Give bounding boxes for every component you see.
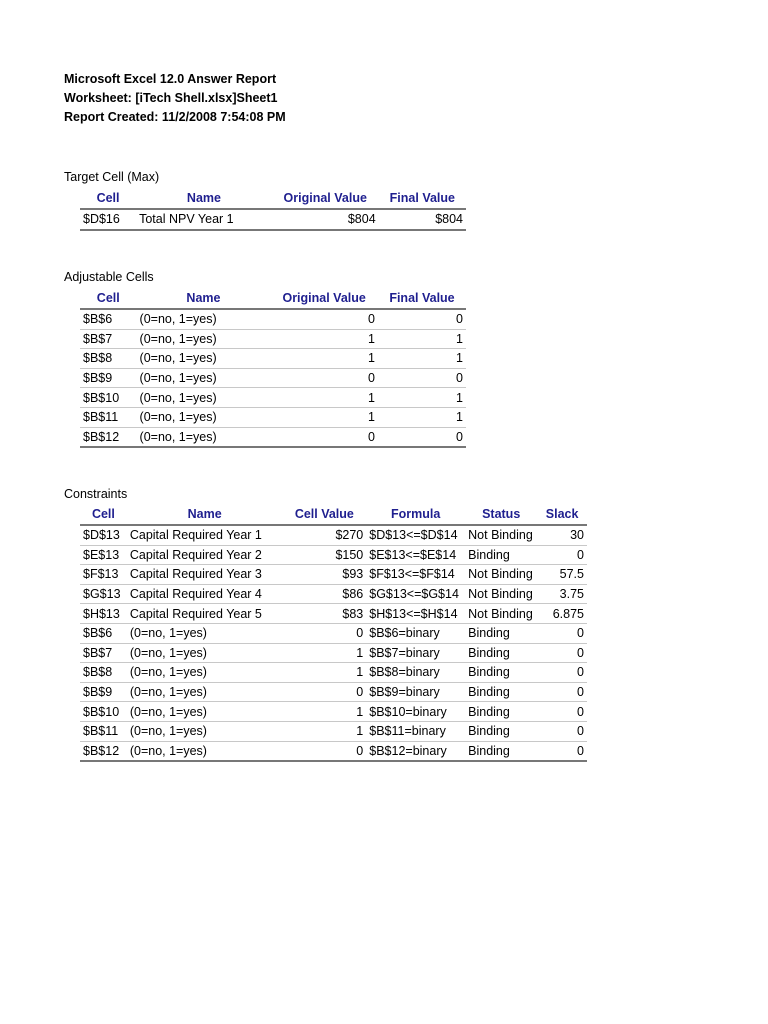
table-cell: 1 [270, 407, 378, 427]
table-cell: (0=no, 1=yes) [127, 663, 283, 683]
table-cell: $B$11 [80, 721, 127, 741]
table-cell: $B$10 [80, 388, 137, 408]
table-row [80, 741, 587, 761]
table-cell: 0 [270, 368, 378, 388]
table-cell: $B$6=binary [366, 623, 465, 643]
table-cell: Binding [465, 702, 537, 722]
adjustable-cells-section-title: Adjustable Cells [64, 270, 154, 284]
table-cell: $F$13 [80, 565, 127, 585]
table-row [80, 427, 466, 447]
table-cell: 0 [537, 623, 587, 643]
table-cell: 1 [378, 407, 466, 427]
table-cell: Binding [465, 545, 537, 565]
column-header: Cell [80, 287, 137, 309]
table-cell: $150 [282, 545, 366, 565]
column-header: Slack [537, 503, 587, 525]
table-row [80, 407, 466, 427]
table-cell: 0 [537, 682, 587, 702]
table-cell: 1 [270, 349, 378, 369]
table-cell: 0 [378, 427, 466, 447]
table-row [80, 604, 587, 624]
table-cell: $804 [379, 209, 466, 230]
table-row [80, 329, 466, 349]
table-row [80, 349, 466, 369]
table-cell: 0 [537, 545, 587, 565]
table-cell: (0=no, 1=yes) [137, 329, 271, 349]
table-cell: 0 [282, 682, 366, 702]
table-cell: 1 [378, 329, 466, 349]
table-cell: (0=no, 1=yes) [137, 368, 271, 388]
table-cell: Total NPV Year 1 [136, 209, 272, 230]
table-cell: 0 [270, 309, 378, 329]
table-cell: $B$9 [80, 682, 127, 702]
table-cell: Capital Required Year 4 [127, 584, 283, 604]
column-header: Cell [80, 503, 127, 525]
table-row [80, 388, 466, 408]
table-cell: 0 [537, 663, 587, 683]
table-row [80, 682, 587, 702]
column-header: Formula [366, 503, 465, 525]
table-cell: (0=no, 1=yes) [127, 682, 283, 702]
table-cell: 1 [282, 643, 366, 663]
table-cell: 0 [282, 623, 366, 643]
table-cell: Capital Required Year 2 [127, 545, 283, 565]
table-cell: $B$7=binary [366, 643, 465, 663]
column-header: Status [465, 503, 537, 525]
worksheet-label: Worksheet: [iTech Shell.xlsx]Sheet1 [64, 91, 278, 105]
table-cell: 1 [378, 349, 466, 369]
table-cell: $D$13<=$D$14 [366, 525, 465, 545]
table-cell: $804 [272, 209, 379, 230]
target-cell-section-title: Target Cell (Max) [64, 170, 160, 184]
table-cell: $B$12=binary [366, 741, 465, 761]
table-cell: $B$10=binary [366, 702, 465, 722]
table-cell: $83 [282, 604, 366, 624]
column-header: Final Value [378, 287, 466, 309]
table-cell: 0 [537, 702, 587, 722]
column-header: Name [136, 187, 272, 209]
header-row [80, 187, 466, 209]
table-cell: Binding [465, 741, 537, 761]
table-cell: Not Binding [465, 565, 537, 585]
table-cell: $E$13 [80, 545, 127, 565]
table-cell: 0 [282, 741, 366, 761]
table-cell: Binding [465, 643, 537, 663]
table-cell: 1 [282, 721, 366, 741]
table-cell: Not Binding [465, 525, 537, 545]
table-cell: $B$6 [80, 623, 127, 643]
column-header: Name [137, 287, 271, 309]
table-cell: $B$8 [80, 349, 137, 369]
table-cell: $86 [282, 584, 366, 604]
table-cell: 3.75 [537, 584, 587, 604]
table-cell: 6.875 [537, 604, 587, 624]
table-cell: $F$13<=$F$14 [366, 565, 465, 585]
table-cell: Not Binding [465, 584, 537, 604]
header-row [80, 287, 466, 309]
table-row [80, 702, 587, 722]
table-cell: Binding [465, 623, 537, 643]
table-cell: $B$8=binary [366, 663, 465, 683]
table-cell: (0=no, 1=yes) [127, 741, 283, 761]
table-row [80, 643, 587, 663]
table-cell: $B$12 [80, 427, 137, 447]
report-title: Microsoft Excel 12.0 Answer Report [64, 72, 277, 86]
table-row [80, 623, 587, 643]
table-cell: $B$10 [80, 702, 127, 722]
table-cell: $G$13 [80, 584, 127, 604]
constraints-section-title: Constraints [64, 487, 128, 501]
table-cell: $B$7 [80, 329, 137, 349]
table-row [80, 525, 587, 545]
table-cell: (0=no, 1=yes) [137, 309, 271, 329]
table-cell: 1 [282, 702, 366, 722]
table-cell: $G$13<=$G$14 [366, 584, 465, 604]
table-row [80, 209, 466, 230]
table-cell: $B$11=binary [366, 721, 465, 741]
table-cell: 1 [270, 388, 378, 408]
column-header: Name [127, 503, 283, 525]
table-cell: (0=no, 1=yes) [127, 702, 283, 722]
table-cell: $B$9=binary [366, 682, 465, 702]
table-cell: 0 [378, 368, 466, 388]
table-row [80, 545, 587, 565]
table-cell: 0 [537, 643, 587, 663]
table-cell: $B$11 [80, 407, 137, 427]
table-cell: 1 [270, 329, 378, 349]
constraints-table [80, 503, 587, 762]
table-row [80, 368, 466, 388]
table-cell: $B$6 [80, 309, 137, 329]
report-created-label: Report Created: 11/2/2008 7:54:08 PM [64, 110, 286, 124]
table-cell: Capital Required Year 1 [127, 525, 283, 545]
column-header: Original Value [270, 287, 378, 309]
table-cell: (0=no, 1=yes) [137, 349, 271, 369]
table-cell: $93 [282, 565, 366, 585]
table-row [80, 309, 466, 329]
table-cell: (0=no, 1=yes) [137, 407, 271, 427]
table-cell: $H$13 [80, 604, 127, 624]
table-cell: $B$8 [80, 663, 127, 683]
table-cell: 1 [282, 663, 366, 683]
table-cell: $B$7 [80, 643, 127, 663]
table-cell: (0=no, 1=yes) [137, 427, 271, 447]
table-row [80, 663, 587, 683]
table-cell: (0=no, 1=yes) [137, 388, 271, 408]
table-cell: Capital Required Year 3 [127, 565, 283, 585]
table-cell: $B$12 [80, 741, 127, 761]
table-cell: Binding [465, 663, 537, 683]
column-header: Final Value [379, 187, 466, 209]
target-cell-table [80, 187, 466, 231]
adjustable-cells-table [80, 287, 466, 448]
table-row [80, 584, 587, 604]
table-cell: 0 [537, 741, 587, 761]
table-cell: $270 [282, 525, 366, 545]
table-cell: $D$13 [80, 525, 127, 545]
table-cell: Binding [465, 682, 537, 702]
table-cell: 57.5 [537, 565, 587, 585]
table-cell: Binding [465, 721, 537, 741]
table-row [80, 565, 587, 585]
table-cell: 1 [378, 388, 466, 408]
table-cell: (0=no, 1=yes) [127, 623, 283, 643]
table-cell: 0 [378, 309, 466, 329]
table-cell: 0 [537, 721, 587, 741]
column-header: Cell Value [282, 503, 366, 525]
table-cell: 30 [537, 525, 587, 545]
table-cell: (0=no, 1=yes) [127, 643, 283, 663]
table-cell: 0 [270, 427, 378, 447]
column-header: Original Value [272, 187, 379, 209]
table-cell: Capital Required Year 5 [127, 604, 283, 624]
table-row [80, 721, 587, 741]
column-header: Cell [80, 187, 136, 209]
table-cell: $H$13<=$H$14 [366, 604, 465, 624]
table-cell: $B$9 [80, 368, 137, 388]
table-cell: (0=no, 1=yes) [127, 721, 283, 741]
table-cell: $D$16 [80, 209, 136, 230]
table-cell: Not Binding [465, 604, 537, 624]
header-row [80, 503, 587, 525]
table-cell: $E$13<=$E$14 [366, 545, 465, 565]
